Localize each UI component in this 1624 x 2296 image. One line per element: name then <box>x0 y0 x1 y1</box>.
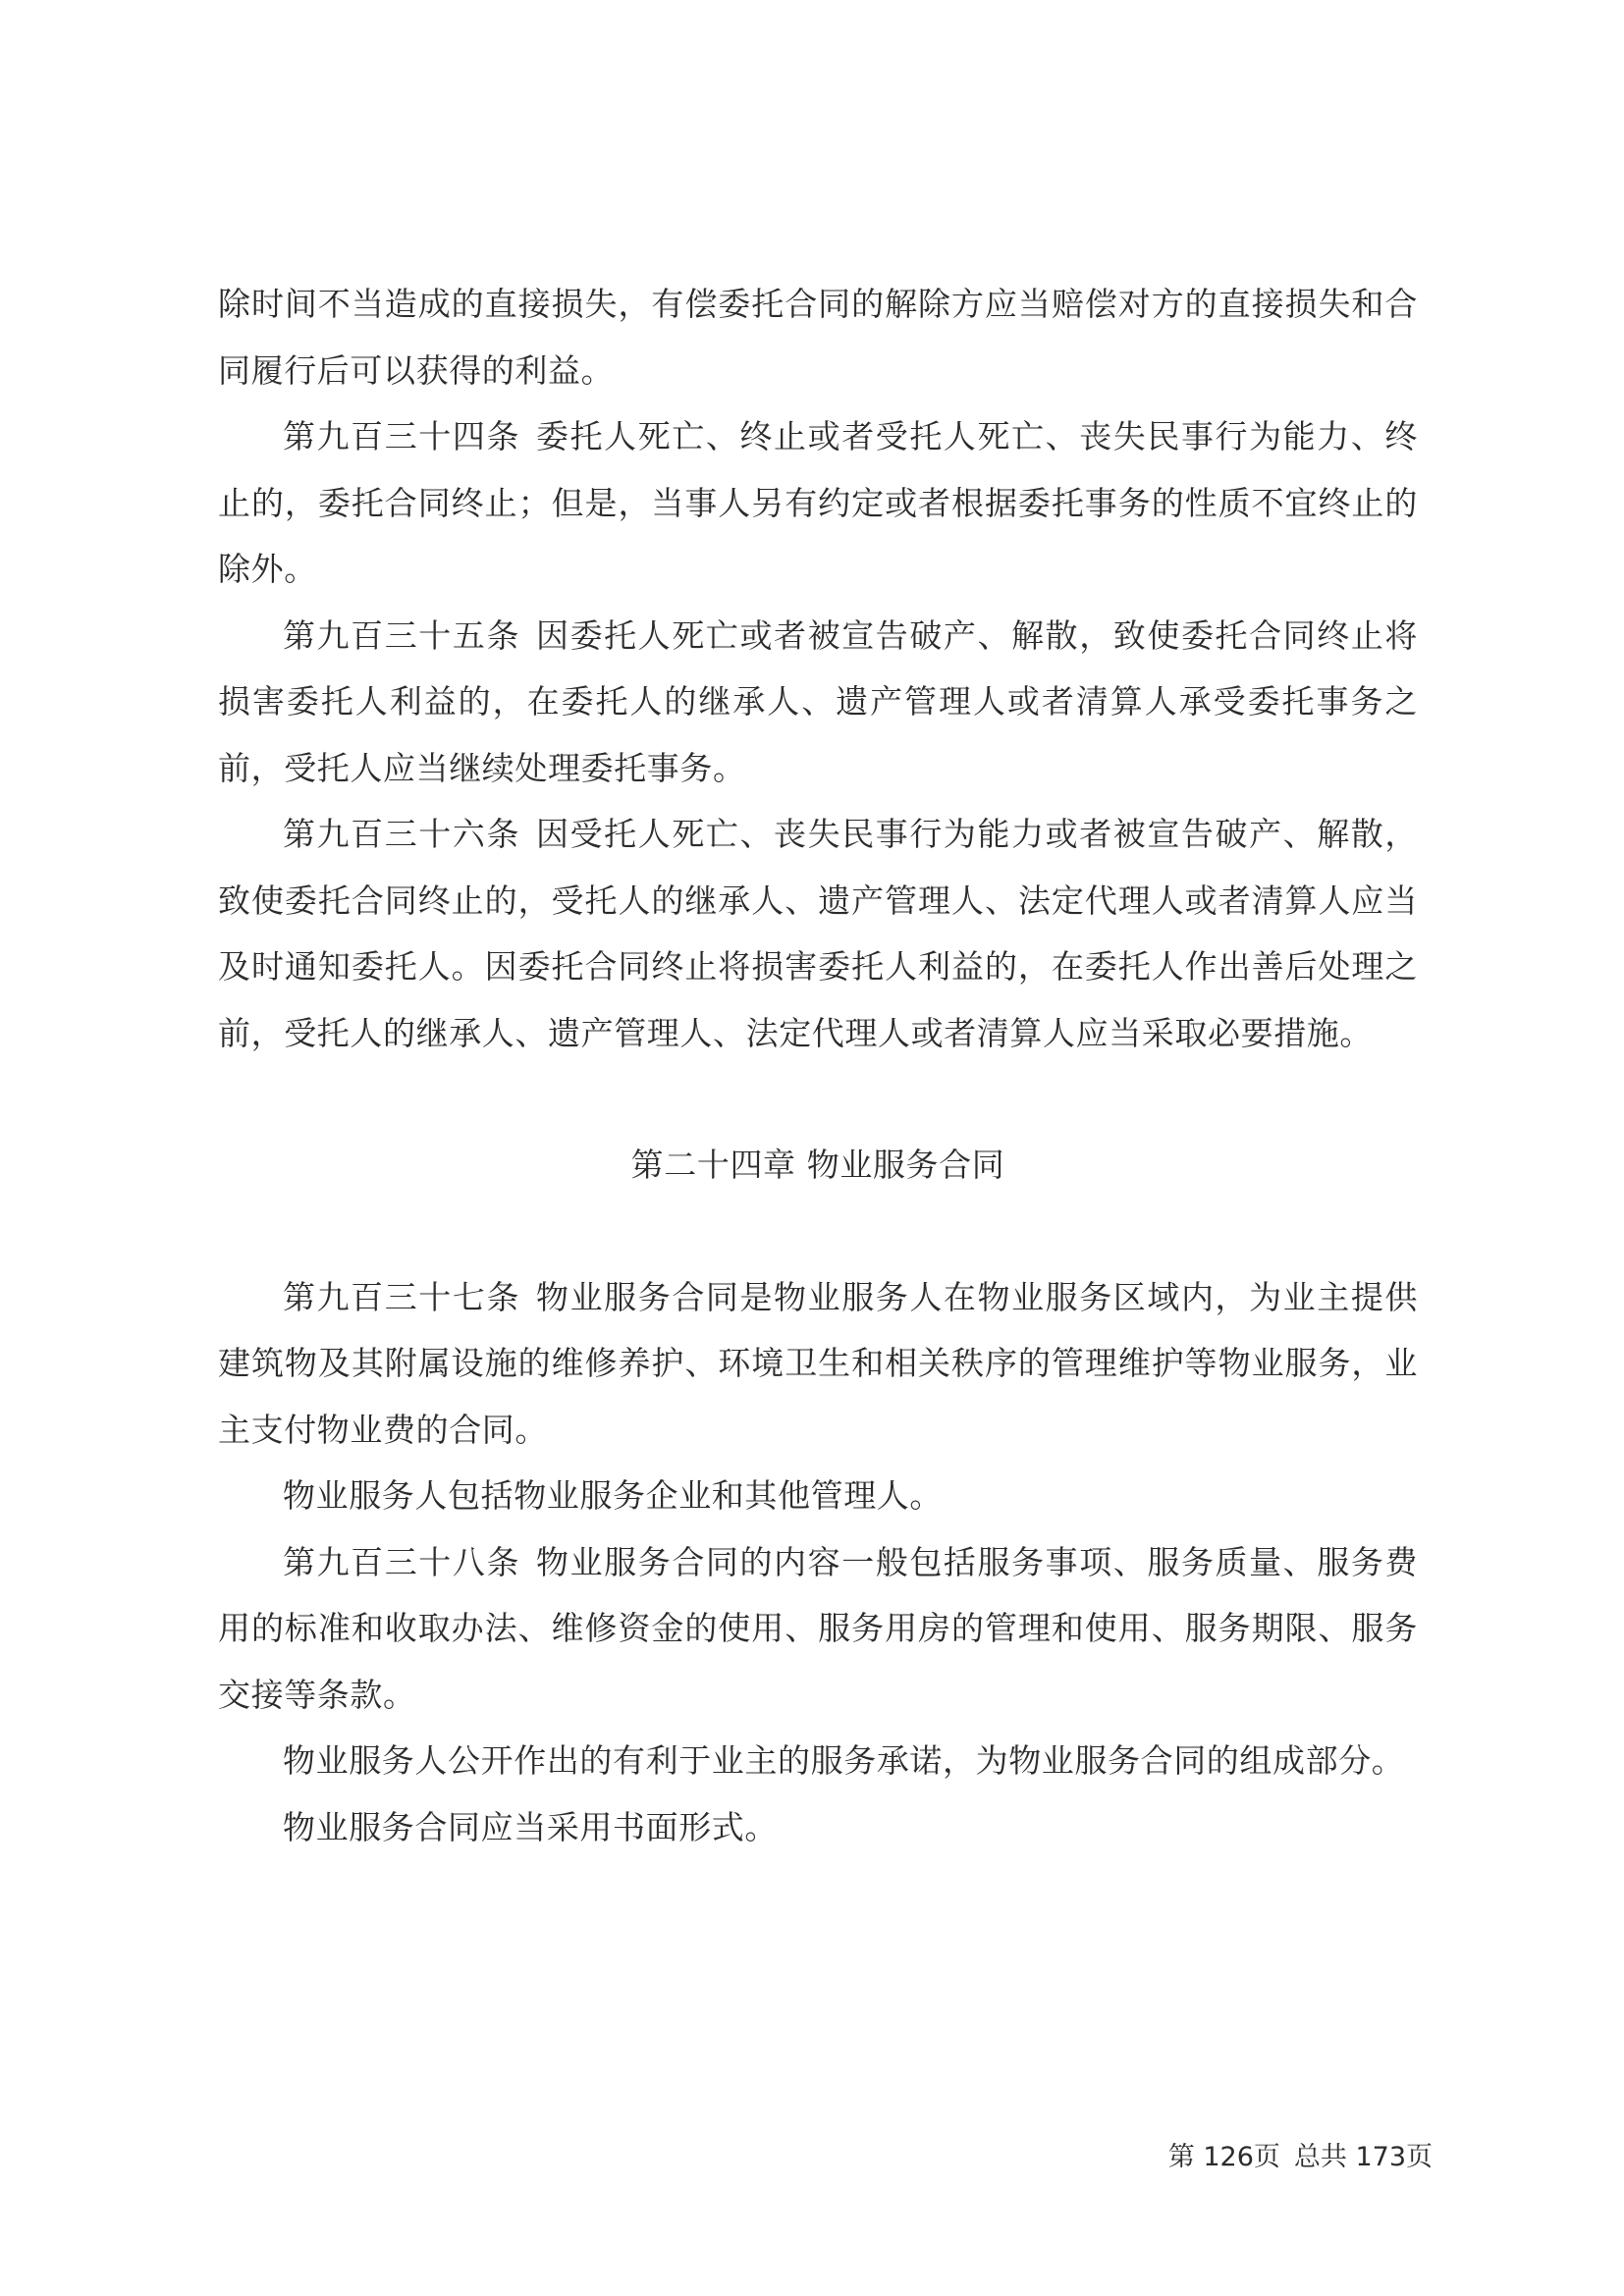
page-total: 总共 173页 <box>1293 2142 1433 2172</box>
article-text: 因委托人死亡或者被宣告破产、解散，致使委托合同终止将损害委托人利益的，在委托人的继承人、遗产管理人或者清算人承受委托事务之前，受托人应当继续处理委托事务。 <box>218 615 1418 787</box>
article-934 <box>218 403 1418 603</box>
paragraph-continuation <box>218 271 1418 403</box>
article-number: 第九百三十八条 <box>283 1542 521 1581</box>
paragraph-service-commitment <box>218 1728 1418 1794</box>
article-number: 第九百三十七条 <box>283 1277 521 1316</box>
paragraph-written-form <box>218 1794 1418 1861</box>
paragraph-property-service-provider <box>218 1463 1418 1529</box>
article-935 <box>218 603 1418 802</box>
paragraph-text: 除时间不当造成的直接损失，有偿委托合同的解除方应当赔偿对方的直接损失和合同履行后可以获得的利益。 <box>218 285 1418 390</box>
article-937 <box>218 1264 1418 1464</box>
article-936 <box>218 801 1418 1066</box>
page-number: 第 126页 <box>1167 2142 1280 2172</box>
article-text: 因受托人死亡、丧失民事行为能力或者被宣告破产、解散，致使委托合同终止的，受托人的继承人、遗产管理人、法定代理人或者清算人应当及时通知委托人。因委托合同终止将损害委托人利益的，在委托人作出善后处理之前，受托人的继承人、遗产管理人、法定代理人或者清算人应当采取必要措施。 <box>218 815 1418 1052</box>
paragraph-text: 物业服务合同应当采用书面形式。 <box>283 1807 778 1846</box>
article-938 <box>218 1529 1418 1729</box>
article-number: 第九百三十四条 <box>283 417 521 455</box>
article-text: 物业服务合同是物业服务人在物业服务区域内，为业主提供建筑物及其附属设施的维修养护、环境卫生和相关秩序的管理维护等物业服务，业主支付物业费的合同。 <box>218 1277 1418 1449</box>
article-text: 物业服务合同的内容一般包括服务事项、服务质量、服务费用的标准和收取办法、维修资金的使用、服务用房的管理和使用、服务期限、服务交接等条款。 <box>218 1542 1418 1714</box>
paragraph-text: 物业服务人包括物业服务企业和其他管理人。 <box>283 1476 943 1515</box>
article-number: 第九百三十六条 <box>283 815 521 853</box>
chapter-title: 第二十四章 物业服务合同 <box>630 1146 1005 1184</box>
paragraph-text: 物业服务人公开作出的有利于业主的服务承诺，为物业服务合同的组成部分。 <box>283 1741 1405 1780</box>
page-content <box>218 271 1418 1860</box>
article-number: 第九百三十五条 <box>283 615 521 655</box>
article-text: 委托人死亡、终止或者受托人死亡、丧失民事行为能力、终止的，委托合同终止；但是，当事人另有约定或者根据委托事务的性质不宜终止的除外。 <box>218 417 1418 588</box>
page-footer <box>1168 2138 1433 2177</box>
